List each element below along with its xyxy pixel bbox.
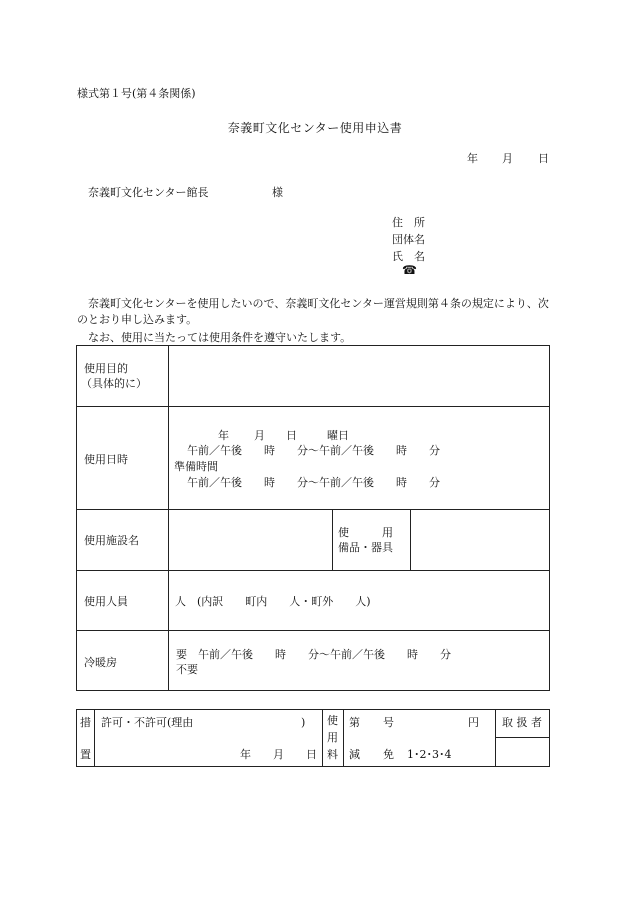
date-day-label: 日 (538, 152, 549, 165)
form-number: 様式第１号(第４条関係) (77, 87, 196, 100)
date-year-label: 年 (467, 152, 478, 165)
fee-label-2: 用 (327, 731, 338, 744)
name-label: 氏 名 (392, 250, 425, 263)
reduction-options[interactable]: 1･2･3･4 (407, 748, 452, 761)
equipment-label-detail: 備品・器具 (338, 541, 393, 554)
honorific: 様 (272, 186, 283, 199)
permit-day: 日 (306, 748, 317, 761)
fee-label-3: 料 (327, 748, 338, 761)
purpose-row (77, 346, 549, 407)
datetime-day: 日 (286, 429, 297, 442)
people-row (77, 571, 549, 631)
people-label: 使用人員 (84, 595, 128, 608)
facility-label: 使用施設名 (84, 534, 139, 547)
equipment-label: 使 用 (338, 526, 393, 539)
measure-label-2: 置 (80, 748, 91, 761)
intro-paragraph: 奈義町文化センターを使用したいので、奈義町文化センター運営規則第４条の規定により、次のとおり申し込みます。 (77, 297, 549, 326)
reduction-label-2: 免 (383, 748, 394, 761)
permit-status[interactable]: 許可・不許可(理由 (101, 716, 194, 729)
fee-yen: 円 (468, 716, 479, 729)
addressee: 奈義町文化センター館長 (88, 186, 209, 199)
date-month-label: 月 (502, 152, 513, 165)
prep-time-label: 準備時間 (174, 460, 218, 473)
permit-reason-close: ) (301, 716, 306, 729)
address-label: 住 所 (392, 216, 425, 229)
fee-number-prefix: 第 (349, 716, 360, 729)
aircon-row (77, 631, 549, 690)
datetime-month: 月 (254, 429, 265, 442)
fee-label: 使 (327, 714, 338, 727)
facility-row (77, 510, 549, 571)
purpose-label: 使用目的 (84, 362, 128, 375)
permit-month: 月 (273, 748, 284, 761)
page-title: 奈義町文化センター使用申込書 (227, 121, 403, 135)
aircon-label: 冷暖房 (84, 656, 117, 669)
group-label: 団体名 (392, 233, 425, 246)
usage-time-range[interactable]: 午前／午後 時 分～午前／午後 時 分 (187, 444, 440, 457)
people-value[interactable]: 人 (内訳 町内 人・町外 人) (175, 595, 371, 608)
datetime-year: 年 (218, 429, 229, 442)
reduction-label: 減 (349, 748, 360, 761)
aircon-not-needed[interactable]: 不要 (176, 663, 198, 676)
datetime-label: 使用日時 (84, 453, 128, 466)
purpose-input[interactable] (170, 348, 546, 404)
measure-label: 措 (80, 716, 91, 729)
phone-icon: ☎ (402, 263, 417, 277)
permit-year: 年 (240, 748, 251, 761)
equipment-input[interactable] (412, 512, 546, 568)
facility-input[interactable] (170, 512, 330, 568)
fee-number-suffix: 号 (383, 716, 394, 729)
datetime-row (77, 407, 549, 510)
prep-time-range[interactable]: 午前／午後 時 分～午前／午後 時 分 (187, 476, 440, 489)
handler-label: 取 扱 者 (502, 716, 542, 729)
aircon-needed[interactable]: 要 午前／午後 時 分～午前／午後 時 分 (176, 648, 451, 661)
application-table (76, 345, 550, 691)
datetime-weekday: 曜日 (327, 429, 349, 442)
handler-input[interactable] (497, 740, 547, 765)
purpose-label-detail: （具体的に） (81, 377, 147, 390)
office-use-table (76, 709, 550, 767)
intro-note: なお、使用に当たっては使用条件を遵守いたします。 (88, 331, 352, 344)
